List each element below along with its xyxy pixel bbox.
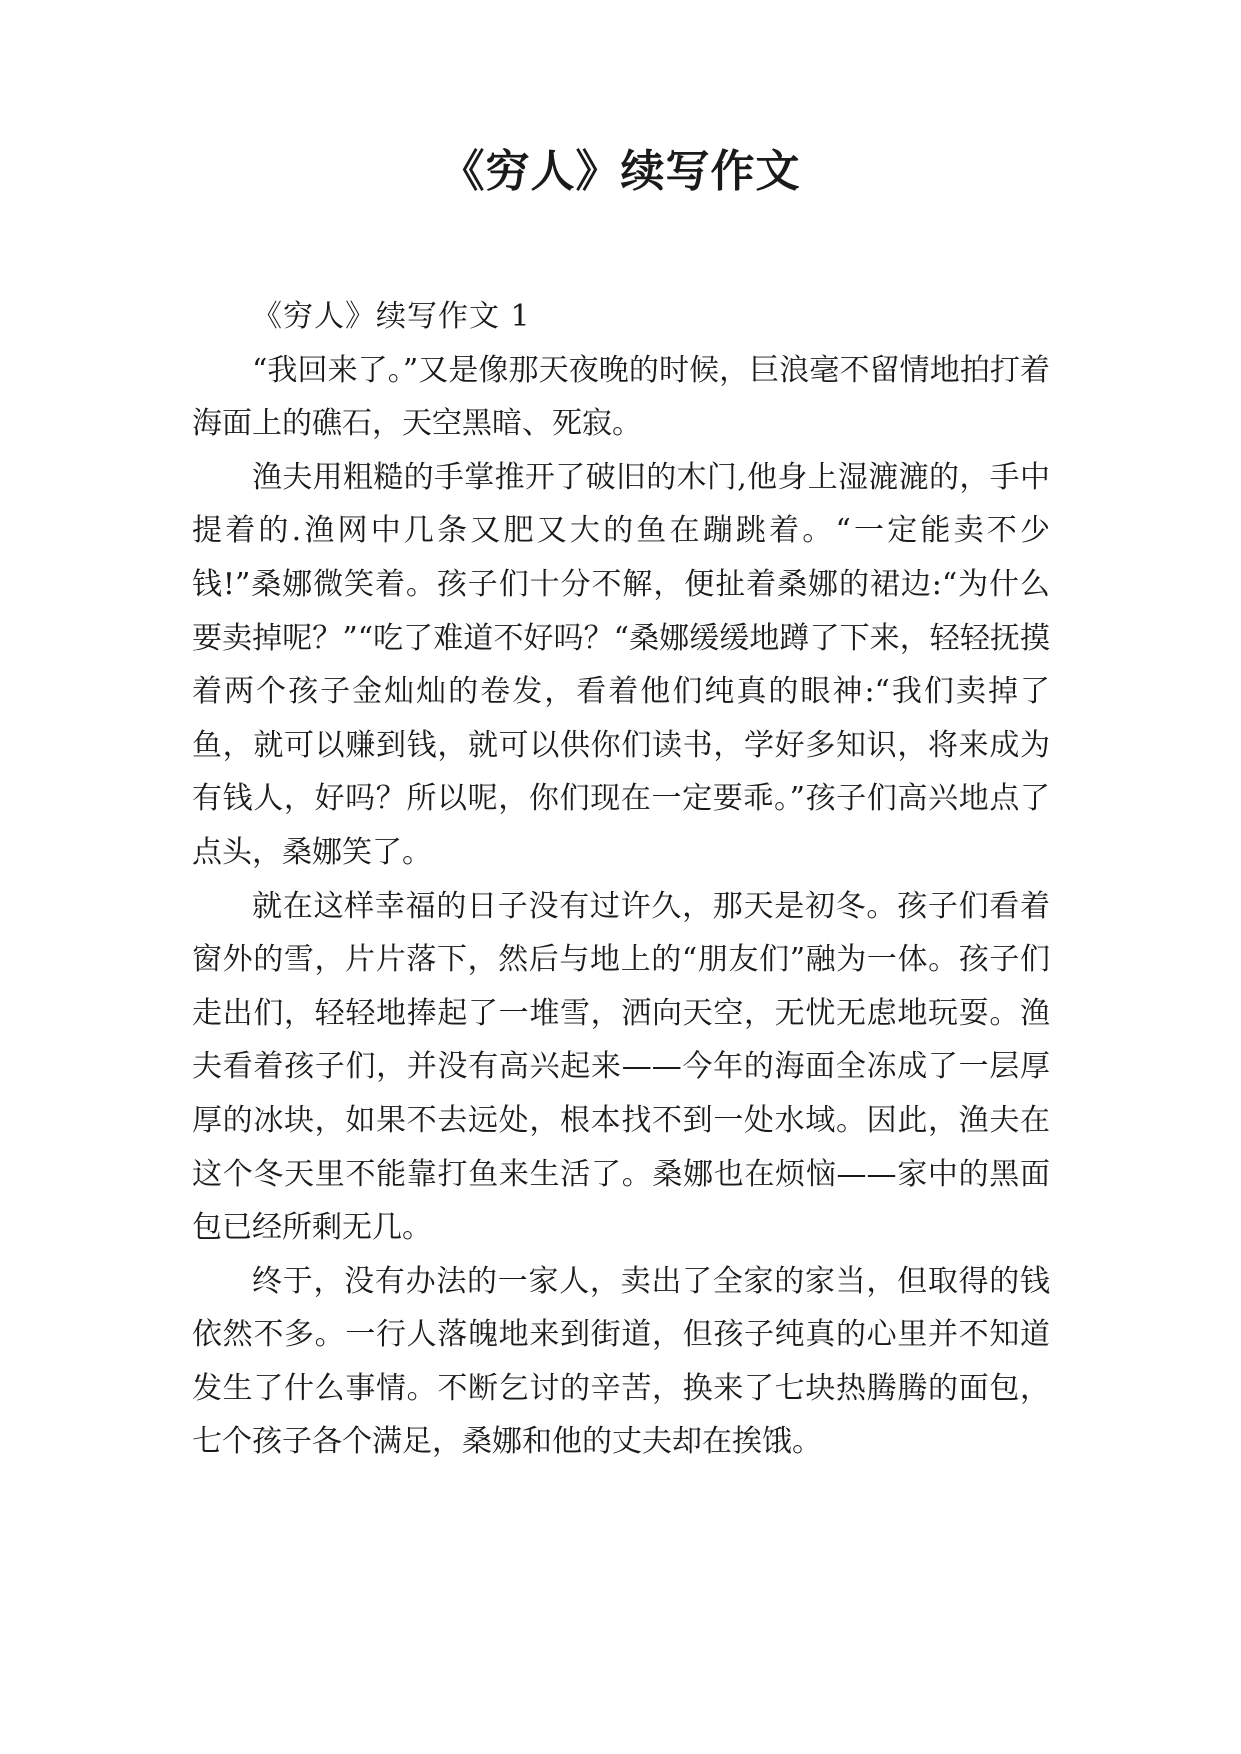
paragraph-3: 就在这样幸福的日子没有过许久，那天是初冬。孩子们看着窗外的雪，片片落下，然后与地上的“朋友们”融为一体。孩子们走出们，轻轻地捧起了一堆雪，洒向天空，无忧无虑地玩耍。渔夫看着孩子们，并没有高兴起来——今年的海面全冻成了一层厚厚的冰块，如果不去远处，根本找不到一处水域。因此，渔夫在这个冬天里不能靠打鱼来生活了。桑娜也在烦恼——家中的黑面包已经所剩无几。 (192, 888, 1050, 1246)
paragraph-4: 终于，没有办法的一家人，卖出了全家的家当，但取得的钱依然不多。一行人落魄地来到街道，但孩子纯真的心里并不知道发生了什么事情。不断乞讨的辛苦，换来了七块热腾腾的面包，七个孩子各个满足，桑娜和他的丈夫却在挨饿。 (192, 1263, 1050, 1460)
section-heading: 《穷人》续写作文 1 (252, 299, 531, 334)
paragraph-2: 渔夫用粗糙的手掌推开了破旧的木门,他身上湿漉漉的，手中提着的.渔网中几条又肥又大的鱼在蹦跳着。“一定能卖不少钱!”桑娜微笑着。孩子们十分不解，便扯着桑娜的裙边:“为什么要卖掉呢？”“吃了难道不好吗？“桑娜缓缓地蹲了下来，轻轻抚摸着两个孩子金灿灿的卷发，看着他们纯真的眼神:“我们卖掉了鱼，就可以赚到钱，就可以供你们读书，学好多知识，将来成为有钱人，好吗？所以呢，你们现在一定要乖。”孩子们高兴地点了点头，桑娜笑了。 (192, 459, 1050, 870)
paragraph-1: “我回来了。”又是像那天夜晚的时候，巨浪毫不留情地拍打着海面上的礁石，天空黑暗、死寂。 (192, 352, 1050, 442)
document-title: 《穷人》续写作文 (440, 146, 801, 197)
document-body (192, 290, 1050, 1469)
